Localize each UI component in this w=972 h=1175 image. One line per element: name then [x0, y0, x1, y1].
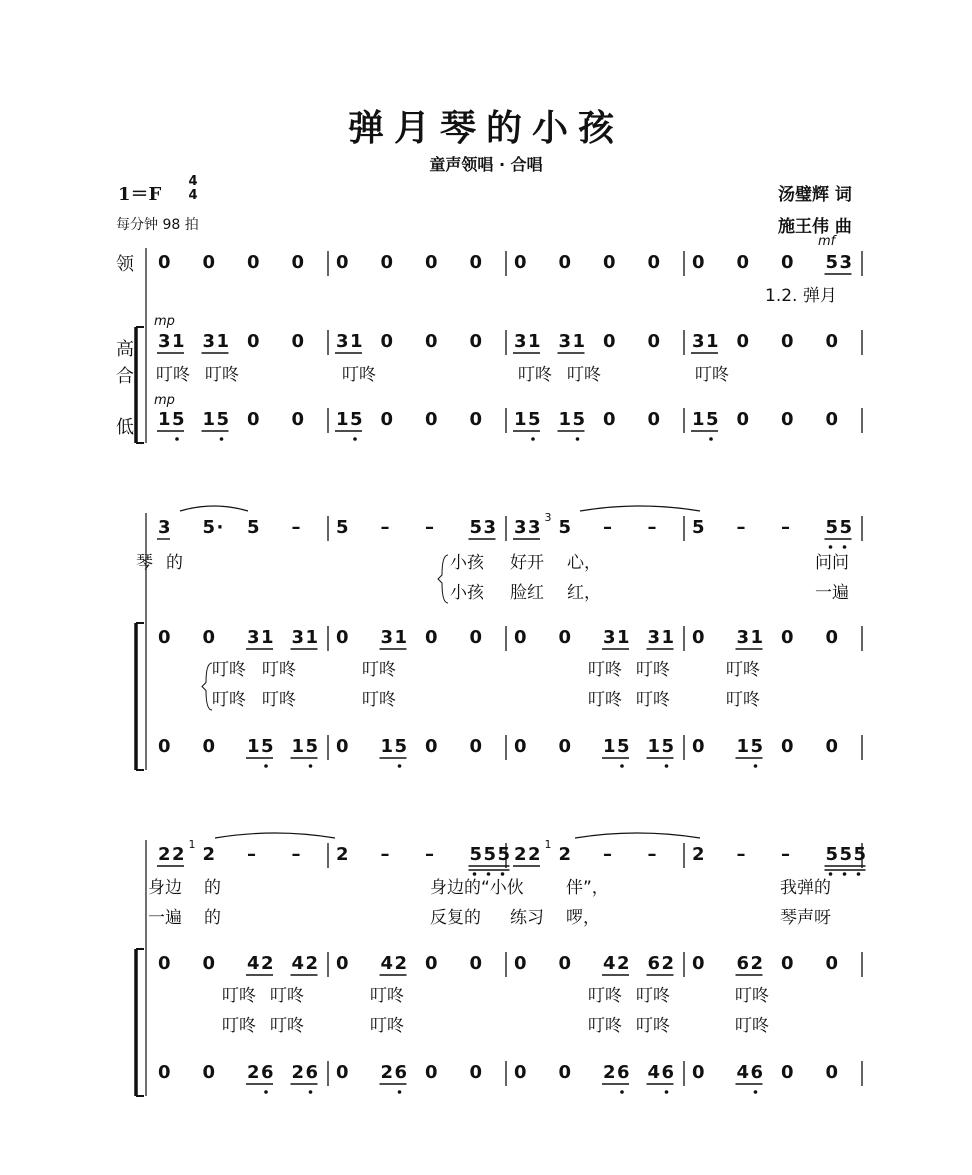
note-digit: 0 [380, 331, 394, 352]
note-digit: 0 [380, 409, 394, 430]
note-digit: – [291, 844, 301, 865]
note-digit: 0 [202, 627, 216, 648]
note-digit: 1 [172, 331, 185, 352]
note-digit: 5 [394, 736, 408, 757]
octave-dot [576, 437, 580, 441]
note-digit: 2 [661, 953, 675, 974]
lyric-syllable: 叮咚 [518, 365, 552, 385]
octave-dot [487, 872, 491, 876]
note-digit: 3 [291, 627, 305, 648]
note-digit: 5 [497, 844, 511, 865]
octave-dot [620, 1090, 624, 1094]
octave-dot [754, 1090, 758, 1094]
octave-dot [473, 872, 477, 876]
note-digit: 3 [603, 627, 616, 648]
octave-dot [501, 872, 505, 876]
tie-slur [580, 506, 700, 511]
note-digit: 5 [853, 844, 867, 865]
lyric-syllable: 我弹的 [780, 878, 831, 898]
note-digit: 2 [603, 1062, 616, 1083]
note-digit: – [781, 517, 790, 538]
note-digit: 0 [469, 953, 483, 974]
note-digit: – [425, 517, 434, 538]
song-subtitle: 童声领唱 · 合唱 [429, 155, 543, 174]
note-digit: 0 [425, 1062, 438, 1083]
key-signature: 1＝F [118, 184, 162, 205]
note-digit: 3 [336, 331, 349, 352]
note-digit: 1 [336, 409, 349, 430]
note-digit: 0 [336, 627, 349, 648]
note-digit: 3 [380, 627, 394, 648]
note-digit: 0 [825, 627, 839, 648]
note-digit: 5 [483, 844, 497, 865]
note-digit: 5 [706, 409, 719, 430]
lyric-syllable: 心， [567, 553, 601, 573]
lyric-syllable: 叮咚 [205, 365, 239, 385]
note-digit: 0 [692, 736, 705, 757]
octave-dot [829, 545, 833, 549]
lyric-syllable: 叮咚 [636, 660, 670, 680]
lyric-syllable: 叮咚 [370, 986, 404, 1006]
note-digit: 0 [469, 1062, 483, 1083]
note-digit: 1 [350, 331, 363, 352]
note-digit: 2 [692, 844, 705, 865]
note-digit: 0 [558, 953, 572, 974]
note-digit: 6 [394, 1062, 408, 1083]
note-digit: 2 [305, 953, 319, 974]
note-digit: 0 [425, 953, 438, 974]
lyric-syllable: 红， [567, 583, 601, 603]
note-digit: 6 [661, 1062, 675, 1083]
note-digit: 0 [781, 953, 794, 974]
octave-dot [398, 764, 402, 768]
lyric-syllable: 伴”， [566, 878, 609, 898]
note-digit: 5 [839, 517, 853, 538]
note-digit: 0 [825, 953, 839, 974]
note-digit: 1 [216, 331, 230, 352]
lyric-syllable: 叮咚 [636, 690, 670, 710]
lyric-syllable: 问问 [815, 553, 849, 573]
note-digit: 1 [692, 409, 705, 430]
note-digit: 0 [781, 1062, 794, 1083]
lyric-syllable: 叮咚 [156, 365, 190, 385]
grace-note: 1 [188, 838, 196, 851]
note-digit: 0 [514, 1062, 527, 1083]
time-signature-top: 4 [188, 174, 198, 189]
note-digit: 0 [514, 252, 527, 273]
note-digit: 0 [692, 953, 705, 974]
note-digit: 4 [380, 953, 394, 974]
note-digit: 0 [158, 252, 171, 273]
note-digit: 3 [202, 331, 216, 352]
note-digit: 0 [425, 627, 438, 648]
note-digit: 0 [202, 953, 216, 974]
lyric-syllable: 叮咚 [262, 660, 296, 680]
note-digit: 0 [781, 627, 794, 648]
dynamic-mp: mp [154, 314, 175, 329]
note-digit: 3 [839, 252, 853, 273]
lyric-syllable: 叮咚 [342, 365, 376, 385]
note-digit: 3 [558, 331, 572, 352]
lyric-syllable: 叮咚 [726, 690, 760, 710]
note-digit: 1 [603, 736, 616, 757]
note-digit: 3 [692, 331, 705, 352]
note-digit: 2 [750, 953, 764, 974]
note-digit: 1 [617, 627, 630, 648]
note-digit: 5 [336, 517, 349, 538]
note-digit: 0 [825, 736, 839, 757]
note-digit: 0 [158, 736, 171, 757]
note-digit: 3 [158, 517, 171, 538]
note-digit: 0 [514, 953, 527, 974]
note-digit: 5 [572, 409, 586, 430]
tie-slur [575, 833, 700, 838]
note-digit: 1 [380, 736, 394, 757]
grace-note: 1 [544, 838, 552, 851]
note-digit: 0 [692, 252, 705, 273]
note-digit: 0 [603, 409, 616, 430]
lyric-syllable: 叮咚 [262, 690, 296, 710]
note-digit: 2 [558, 844, 572, 865]
note-digit: 0 [158, 627, 171, 648]
lyric-syllable: 叮咚 [735, 1016, 769, 1036]
note-digit: 0 [647, 252, 661, 273]
note-digit: 0 [247, 409, 260, 430]
note-digit: 0 [603, 331, 616, 352]
note-digit: 0 [202, 1062, 216, 1083]
lyric-syllable: 叮咚 [588, 690, 622, 710]
lyric-syllable: 脸红 [510, 583, 544, 603]
note-digit: 5 [528, 409, 541, 430]
note-digit: 1 [572, 331, 586, 352]
note-digit: 0 [736, 252, 750, 273]
lyric-syllable: 一遍 [148, 908, 182, 928]
note-digit: 5 [750, 736, 764, 757]
note-digit: 3 [158, 331, 171, 352]
tie-slur [215, 833, 335, 838]
lyric-brace [202, 663, 212, 710]
note-digit: 5 [350, 409, 363, 430]
lyric-syllable: 叮咚 [567, 365, 601, 385]
note-digit: – [247, 844, 256, 865]
note-digit: – [736, 517, 746, 538]
note-digit: – [736, 844, 746, 865]
note-digit: 5 [692, 517, 705, 538]
note-digit: 5 [247, 517, 260, 538]
note-digit: 2 [514, 844, 527, 865]
note-digit: 2 [261, 953, 274, 974]
note-digit: 5 [202, 517, 216, 538]
note-digit: 0 [425, 331, 438, 352]
lyric-syllable: 小孩 [450, 583, 484, 603]
octave-dot [398, 1090, 402, 1094]
note-digit: 3 [514, 331, 527, 352]
note-digit: 1 [202, 409, 216, 430]
octave-dot [665, 764, 669, 768]
note-digit: – [781, 844, 790, 865]
time-signature-bottom: 4 [188, 188, 198, 203]
note-digit: 0 [291, 409, 305, 430]
note-digit: 0 [425, 252, 438, 273]
note-digit: – [425, 844, 434, 865]
note-digit: 4 [247, 953, 260, 974]
note-digit: 0 [558, 1062, 572, 1083]
lyric-syllable: 的 [204, 878, 221, 898]
lyric-syllable: 叮咚 [588, 660, 622, 680]
note-digit: 5 [261, 736, 274, 757]
note-digit: 4 [291, 953, 305, 974]
octave-dot [264, 1090, 268, 1094]
note-digit: 0 [291, 252, 305, 273]
lyric-syllable: 叮咚 [695, 365, 729, 385]
note-digit: 1 [647, 736, 661, 757]
note-digit: – [647, 844, 657, 865]
note-digit: 0 [469, 331, 483, 352]
note-digit: 4 [647, 1062, 661, 1083]
note-digit: 4 [736, 1062, 750, 1083]
note-digit: – [603, 844, 612, 865]
octave-dot [531, 437, 535, 441]
note-digit: 0 [558, 736, 572, 757]
note-digit: 0 [825, 331, 839, 352]
lyric-syllable: 叮咚 [726, 660, 760, 680]
note-digit: 0 [647, 409, 661, 430]
note-digit: 0 [825, 409, 839, 430]
note-digit: 4 [603, 953, 616, 974]
note-digit: – [291, 517, 301, 538]
lyric-syllable: 身边 [148, 878, 182, 898]
tie-slur [180, 506, 248, 511]
note-digit: 1 [514, 409, 527, 430]
note-digit: 0 [425, 736, 438, 757]
octave-dot [309, 1090, 313, 1094]
note-digit: 2 [291, 1062, 305, 1083]
lyric-syllable: 反复的 [430, 908, 481, 928]
note-digit: 3 [247, 627, 260, 648]
note-digit: 1 [247, 736, 260, 757]
note-digit: 1 [291, 736, 305, 757]
note-digit: 5 [661, 736, 675, 757]
note-digit: 2 [528, 844, 541, 865]
chorus-voice-label: 合 [116, 366, 134, 387]
note-digit: · [216, 517, 224, 538]
lyric-syllable: 叮咚 [270, 1016, 304, 1036]
note-digit: 0 [558, 252, 572, 273]
note-digit: 0 [692, 627, 705, 648]
note-digit: – [380, 517, 390, 538]
octave-dot [264, 764, 268, 768]
note-digit: 2 [336, 844, 349, 865]
lyric-syllable: 一遍 [815, 583, 849, 603]
lyric-syllable: 小孩 [450, 553, 484, 573]
note-digit: 2 [394, 953, 408, 974]
lyric-syllable: 好开 [510, 553, 544, 573]
lyric-syllable: 练习 [510, 908, 544, 928]
octave-dot [175, 437, 179, 441]
note-digit: 0 [647, 331, 661, 352]
note-digit: – [647, 517, 657, 538]
note-digit: 0 [736, 409, 750, 430]
note-digit: 0 [336, 736, 349, 757]
note-digit: 1 [528, 331, 541, 352]
lyric-syllable: 的 [204, 908, 221, 928]
lyric-syllable: 啰， [566, 908, 600, 928]
note-digit: 3 [483, 517, 497, 538]
note-digit: 5 [617, 736, 630, 757]
lyric-syllable: 叮咚 [222, 1016, 256, 1036]
note-digit: 3 [736, 627, 750, 648]
note-digit: 1 [394, 627, 408, 648]
note-digit: 1 [661, 627, 675, 648]
lyric-syllable: 叮咚 [588, 1016, 622, 1036]
octave-dot [843, 545, 847, 549]
lyric-syllable: 琴 [136, 553, 153, 573]
note-digit: 1 [261, 627, 274, 648]
note-digit: 0 [291, 331, 305, 352]
note-digit: 0 [781, 331, 794, 352]
note-digit: 0 [736, 331, 750, 352]
note-digit: 6 [305, 1062, 319, 1083]
note-digit: 2 [202, 844, 216, 865]
note-digit: 0 [158, 1062, 171, 1083]
lyricist-credit: 汤璧辉 词 [778, 185, 852, 205]
note-digit: 6 [647, 953, 661, 974]
note-digit: 5 [558, 517, 572, 538]
note-digit: 6 [736, 953, 750, 974]
lead-voice-label: 领 [116, 254, 134, 275]
note-digit: 3 [514, 517, 527, 538]
note-digit: 0 [692, 1062, 705, 1083]
octave-dot [665, 1090, 669, 1094]
lyric-syllable: 叮咚 [735, 986, 769, 1006]
note-digit: 1 [750, 627, 764, 648]
note-digit: 1 [158, 409, 171, 430]
note-digit: 0 [158, 953, 171, 974]
note-digit: 0 [247, 252, 260, 273]
note-digit: 0 [380, 252, 394, 273]
composer-credit: 施王伟 曲 [778, 217, 852, 237]
note-digit: 2 [247, 1062, 260, 1083]
octave-dot [353, 437, 357, 441]
octave-dot [220, 437, 224, 441]
lyric-syllable: 叮咚 [636, 986, 670, 1006]
note-digit: 0 [469, 252, 483, 273]
note-digit: 5 [825, 844, 839, 865]
lyric-syllable: 叮咚 [222, 986, 256, 1006]
note-digit: 1 [305, 627, 319, 648]
grace-note: 3 [544, 511, 552, 524]
note-digit: 0 [514, 736, 527, 757]
lyric-syllable: 叮咚 [636, 1016, 670, 1036]
note-digit: 0 [469, 627, 483, 648]
note-digit: 2 [380, 1062, 394, 1083]
note-digit: 0 [425, 409, 438, 430]
note-digit: 0 [336, 953, 349, 974]
octave-dot [309, 764, 313, 768]
note-digit: 0 [825, 1062, 839, 1083]
note-digit: 1 [706, 331, 719, 352]
dynamic-mp: mp [154, 393, 175, 408]
note-digit: 5 [469, 844, 483, 865]
lyric-syllable: 叮咚 [370, 1016, 404, 1036]
note-digit: 0 [781, 409, 794, 430]
lyric-syllable: 叮咚 [362, 660, 396, 680]
note-digit: 3 [647, 627, 661, 648]
note-digit: 5 [839, 844, 853, 865]
note-digit: – [603, 517, 612, 538]
lyric-syllable: 叮咚 [212, 690, 246, 710]
note-digit: 0 [469, 409, 483, 430]
octave-dot [620, 764, 624, 768]
dynamic-mf: mf [818, 234, 836, 249]
note-digit: 0 [202, 736, 216, 757]
lyric-syllable: 叮咚 [212, 660, 246, 680]
octave-dot [829, 872, 833, 876]
note-digit: 0 [781, 252, 794, 273]
note-digit: 6 [750, 1062, 764, 1083]
note-digit: 2 [158, 844, 171, 865]
lyric-syllable: 叮咚 [588, 986, 622, 1006]
note-digit: 0 [603, 252, 616, 273]
note-digit: 1 [558, 409, 572, 430]
note-digit: 6 [617, 1062, 630, 1083]
note-digit: 0 [247, 331, 260, 352]
note-digit: 1 [736, 736, 750, 757]
note-digit: 0 [202, 252, 216, 273]
octave-dot [857, 872, 861, 876]
high-voice-label: 高 [116, 339, 134, 360]
lyric-syllable: 身边的“小伙 [430, 878, 524, 898]
tempo-marking: 每分钟 98 拍 [116, 217, 199, 233]
note-digit: 0 [336, 252, 349, 273]
note-digit: 5 [825, 252, 839, 273]
lyric-syllable: 的 [166, 553, 183, 573]
note-digit: 2 [617, 953, 630, 974]
song-title: 弹月琴的小孩 [347, 107, 624, 149]
lyric-syllable: 叮咚 [270, 986, 304, 1006]
lyric-syllable: 琴声呀 [780, 908, 831, 928]
low-voice-label: 低 [116, 417, 134, 438]
lyric-syllable: 叮咚 [362, 690, 396, 710]
note-digit: 0 [469, 736, 483, 757]
note-digit: 2 [172, 844, 185, 865]
lyric-brace [438, 555, 448, 603]
note-digit: 5 [825, 517, 839, 538]
note-digit: 0 [781, 736, 794, 757]
note-digit: 5 [172, 409, 185, 430]
octave-dot [709, 437, 713, 441]
note-digit: – [380, 844, 390, 865]
note-digit: 0 [336, 1062, 349, 1083]
note-digit: 3 [528, 517, 541, 538]
note-digit: 5 [305, 736, 319, 757]
note-digit: 0 [514, 627, 527, 648]
octave-dot [754, 764, 758, 768]
note-digit: 5 [216, 409, 230, 430]
lyric-syllable: 1.2. 弹月 [765, 286, 837, 306]
octave-dot [843, 872, 847, 876]
note-digit: 5 [469, 517, 483, 538]
note-digit: 0 [558, 627, 572, 648]
note-digit: 6 [261, 1062, 274, 1083]
